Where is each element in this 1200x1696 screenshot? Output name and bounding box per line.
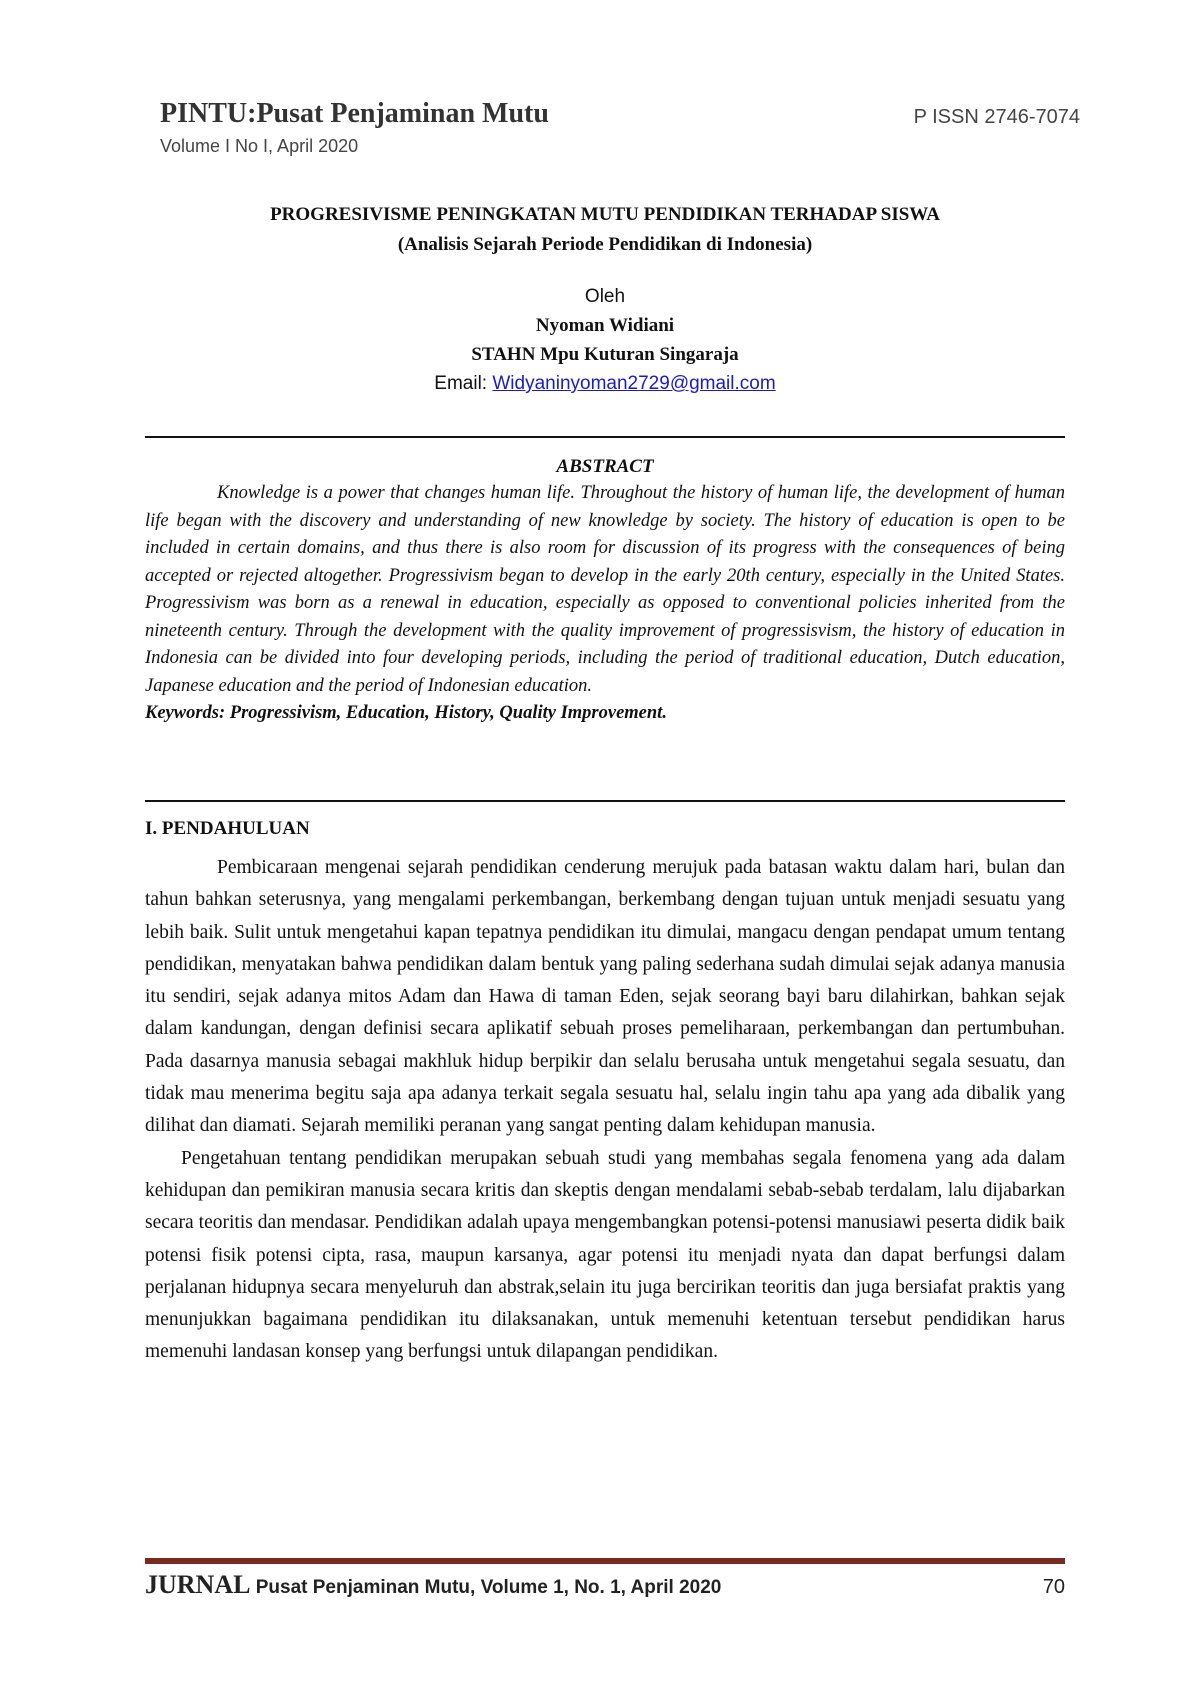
author-email-line [145,369,1065,398]
paragraph: Pengetahuan tentang pendidikan merupakan sebuah studi yang membahas segala fenomena yang ada dalam kehidupan dan pemikiran manusia secara kritis dan skeptis dengan mendalami sebab-sebab terdalam, lalu dijabarkan secara teoritis dan mendasar. Pendidikan adalah upaya mengembangkan potensi-potensi manusiawi peserta didik baik potensi fisik potensi cipta, rasa, maupun karsanya, agar potensi itu menjadi nyata dan dapat berfungsi dalam perjalanan hidupnya secara menyeluruh dan abstrak,selain itu juga bercirikan teoritis dan juga bersiafat praktis yang menunjukkan bagaimana pendidikan itu dilaksanakan, untuk memenuhi ketentuan tersebut pendidikan harus memenuhi landasan konsep yang berfungsi untuk dilapangan pendidikan. [145,1147,1065,1363]
email-link[interactable]: Widyaninyoman2729@gmail.com [492,373,776,394]
abstract-body [145,480,1065,728]
journal-name: PINTU:Pusat Penjaminan Mutu [160,98,549,129]
title-line-1: PROGRESIVISME PENINGKATAN MUTU PENDIDIKAN TERHADAP SISWA [270,204,940,225]
volume-label: Volume I No I, April 2020 [160,136,359,156]
author-block [145,282,1065,398]
issn-label: P ISSN 2746-7074 [913,106,1080,128]
abstract-top-rule [145,436,1065,438]
footer-jurnal: JURNAL [145,1570,251,1599]
page-number: 70 [1042,1576,1065,1598]
title-line-2: (Analisis Sejarah Periode Pendidikan di Indonesia) [397,234,813,255]
author-name: Nyoman Widiani [535,315,675,336]
paragraph: Pembicaraan mengenai sejarah pendidikan cenderung merujuk pada batasan waktu dalam hari, bulan dan tahun bahkan seterusnya, yang mengalami perkembangan, berkembang dengan tujuan untuk menjadi sesuatu yang lebih baik. Sulit untuk mengetahui kapan tepatnya pendidikan itu dimulai, mangacu dengan pendapat umum tentang pendidikan, menyatakan bahwa pendidikan dalam bentuk yang paling sederhana sudah dimulai sejak adanya manusia itu sendiri, sejak adanya mitos Adam dan Hawa di taman Eden, sejak seorang bayi baru dilahirkan, bahkan sejak dalam kandungan, dengan definisi secara aplikatif sebuah proses pemeliharaan, perkembangan dan pertumbuhan. Pada dasarnya manusia sebagai makhluk hidup berpikir dan selalu berusaha untuk mengetahui segala sesuatu, dan tidak mau menerima begitu saja apa adanya terkait segala sesuatu hal, selalu ingin tahu apa yang ada dibalik yang dilihat dan diamati. Sejarah memiliki peranan yang sangat penting dalam kehidupan manusia. [145,857,1065,1137]
section-body [145,852,1065,1369]
author-by: Oleh [584,286,626,307]
abstract-text: Knowledge is a power that changes human life. Throughout the history of human life, the development of human life began with the discovery and understanding of new knowledge by society. The history of education is open to be included in certain domains, and thus there is also room for discussion of its progress with the consequences of being accepted or rejected altogether. Progressivism began to develop in the early 20th century, especially in the United States. Progressivism was born as a renewal in education, especially as opposed to conventional policies inherited from the nineteenth century. Through the development with the quality improvement of progressisvism, the history of education in Indonesia can be divided into four developing periods, including the period of traditional education, Dutch education, Japanese education and the period of Indonesian education. [145,483,1065,696]
abstract-heading: ABSTRACT [556,456,654,477]
keywords: Keywords: Progressivism, Education, History, Quality Improvement. [145,703,667,723]
author-affiliation: STAHN Mpu Kuturan Singaraja [471,344,739,365]
footer-rule [145,1558,1065,1564]
footer [145,1570,1065,1606]
article-title [145,200,1065,260]
section-heading: I. PENDAHULUAN [145,818,310,839]
footer-citation: Pusat Penjaminan Mutu, Volume 1, No. 1, April 2020 [250,1577,722,1598]
abstract-bottom-rule [145,800,1065,802]
email-label: Email: [434,373,493,394]
